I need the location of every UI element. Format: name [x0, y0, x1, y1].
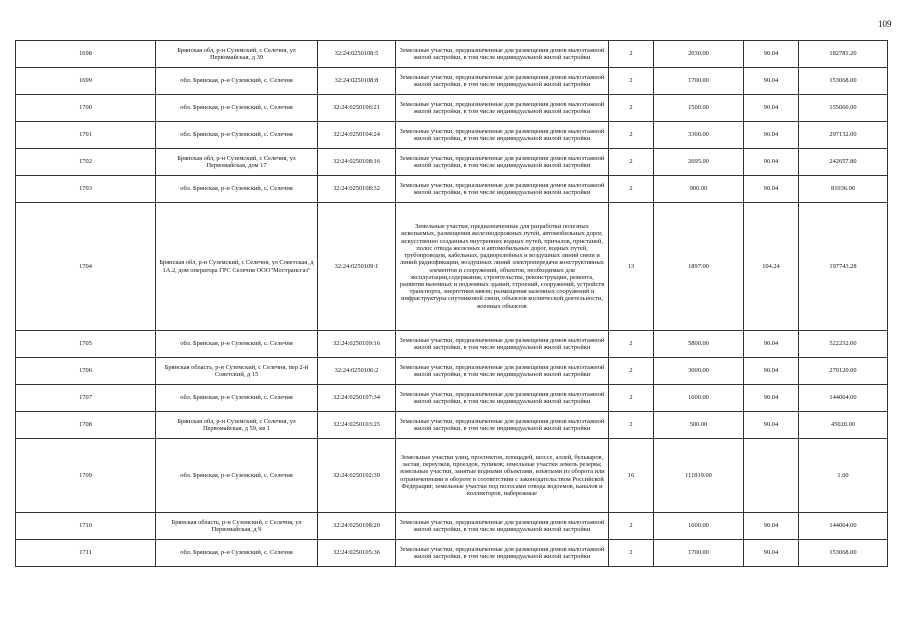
address-cell: Брянская область, р-н Суземский, с Селечня, ул Первомайская, д 9: [156, 513, 318, 540]
rate-cell: 90.04: [744, 95, 799, 122]
cost-cell: 45020.00: [799, 412, 888, 439]
address-cell: обл. Брянская, р-н Суземский, с. Селечня: [156, 540, 318, 567]
table-body: [16, 41, 888, 567]
table-row: [16, 68, 888, 95]
row-number: 1711: [16, 540, 156, 567]
row-number: 1698: [16, 41, 156, 68]
address-cell: обл. Брянская, р-н Суземский, с. Селечня: [156, 68, 318, 95]
row-number: 1700: [16, 95, 156, 122]
row-number: 1704: [16, 203, 156, 331]
cadastral-number-cell: 32:24:0250105:36: [318, 540, 396, 567]
cadastral-value-table: [15, 40, 888, 567]
rate-cell: 90.04: [744, 540, 799, 567]
table-row: [16, 176, 888, 203]
cost-cell: 153068.00: [799, 68, 888, 95]
land-use-cell: Земельные участки, предназначенные для размещения домов малоэтажной жилой застройки, в том числе индивидуальной жилой застройки: [396, 41, 609, 68]
land-use-cell: Земельные участки, предназначенные для разработки полезных ископаемых, размещения железнодорожных путей, автомобильных дорог, искусственно созданных внутренних водных путей, причалов, пристаней, полос отвода железных и автомобильных дорог, водных путей, трубопроводов, кабельных, радиорелейных и воздушных линий связи и линий радиофикации, воздушных линий электропередачи конструктивных элементов и сооружений, объектов, необходимых для эксплуатации,содержания, строительства, реконструкции, ремонта, развития наземных и подземных зданий, строений, сооружений, устройств транспорта, энергетики ивязи; размещения наземных сооружений и инфраструктуры спутниковой связи, объектов космической деятельности, военных объектов: [396, 203, 609, 331]
rate-cell: 90.04: [744, 68, 799, 95]
table-row: [16, 95, 888, 122]
area-cell: 1600.00: [654, 513, 744, 540]
row-number: 1708: [16, 412, 156, 439]
land-use-cell: Земельные участки улиц, проспектов, площадей, шоссе, аллей, бульваров, застав, переулков, проездов, тупиков; земельные участки земель резерва; земельные участки, занятые водными объектами, изъятыми из оборота или ограниченными в обороте в соответствии с законодательством Российской Федерации; земельные участки под полосами отвода водоемов, каналов и коллекторов, набережные: [396, 439, 609, 513]
cadastral-number-cell: 32:24:0250108:20: [318, 513, 396, 540]
cadastral-number-cell: 32:24:0250106:2: [318, 358, 396, 385]
land-use-cell: Земельные участки, предназначенные для размещения домов малоэтажной жилой застройки, в том числе индивидуальной жилой застройки: [396, 385, 609, 412]
area-cell: 3000.00: [654, 358, 744, 385]
table-row: [16, 41, 888, 68]
cost-cell: 144064.00: [799, 513, 888, 540]
area-cell: 1700.00: [654, 68, 744, 95]
address-cell: Брянская обл, р-н Суземский, с Селечня, ул Первомайская, д 39: [156, 41, 318, 68]
row-number: 1706: [16, 358, 156, 385]
area-cell: 1897.00: [654, 203, 744, 331]
land-use-cell: Земельные участки, предназначенные для размещения домов малоэтажной жилой застройки, в том числе индивидуальной жилой застройки: [396, 331, 609, 358]
cost-cell: 144064.00: [799, 385, 888, 412]
address-cell: обл. Брянская, р-н Суземский, с. Селечня: [156, 331, 318, 358]
land-use-cell: Земельные участки, предназначенные для размещения домов малоэтажной жилой застройки, в том числе индивидуальной жилой застройки: [396, 68, 609, 95]
land-use-cell: Земельные участки, предназначенные для размещения домов малоэтажной жилой застройки, в том числе индивидуальной жилой застройки: [396, 358, 609, 385]
rate-cell: 90.04: [744, 358, 799, 385]
rate-cell: 90.04: [744, 412, 799, 439]
row-number: 1702: [16, 149, 156, 176]
land-use-cell: Земельные участки, предназначенные для размещения домов малоэтажной жилой застройки, в том числе индивидуальной жилой застройки: [396, 540, 609, 567]
group-cell: 2: [609, 385, 654, 412]
cost-cell: 81036.00: [799, 176, 888, 203]
land-use-cell: Земельные участки, предназначенные для размещения домов малоэтажной жилой застройки, в том числе индивидуальной жилой застройки: [396, 95, 609, 122]
cost-cell: 182781.20: [799, 41, 888, 68]
cost-cell: 1.00: [799, 439, 888, 513]
table-row: [16, 358, 888, 385]
table-row: [16, 439, 888, 513]
row-number: 1705: [16, 331, 156, 358]
land-use-cell: Земельные участки, предназначенные для размещения домов малоэтажной жилой застройки, в том числе индивидуальной жилой застройки: [396, 176, 609, 203]
row-number: 1707: [16, 385, 156, 412]
rate-cell: 90.04: [744, 41, 799, 68]
rate-cell: 90.04: [744, 331, 799, 358]
table-row: [16, 513, 888, 540]
group-cell: 2: [609, 68, 654, 95]
cost-cell: 242657.80: [799, 149, 888, 176]
cadastral-number-cell: 32:24:0250109:16: [318, 331, 396, 358]
group-cell: 2: [609, 331, 654, 358]
table-row: [16, 331, 888, 358]
area-cell: 1700.00: [654, 540, 744, 567]
cost-cell: 153068.00: [799, 540, 888, 567]
address-cell: обл. Брянская, р-н Суземский, с. Селечня: [156, 385, 318, 412]
address-cell: Брянская область, р-н Суземский, с Селечня, пер 2-й Советский, д 15: [156, 358, 318, 385]
address-cell: обл. Брянская, р-н Суземский, с. Селечня: [156, 95, 318, 122]
area-cell: 1600.00: [654, 385, 744, 412]
cadastral-number-cell: 32:24:0250108:32: [318, 176, 396, 203]
group-cell: 2: [609, 513, 654, 540]
area-cell: 3300.00: [654, 122, 744, 149]
row-number: 1699: [16, 68, 156, 95]
group-cell: 2: [609, 176, 654, 203]
table-row: [16, 540, 888, 567]
rate-cell: 104.24: [744, 203, 799, 331]
address-cell: Брянская обл, р-н Суземский, с Селечня, ул Советская, д 1А.2, дом оператора ГРС Селечня ООО"Мострансгаз": [156, 203, 318, 331]
cadastral-number-cell: 32:24:0250109:1: [318, 203, 396, 331]
land-use-cell: Земельные участки, предназначенные для размещения домов малоэтажной жилой застройки, в том числе индивидуальной жилой застройки: [396, 412, 609, 439]
address-cell: обл. Брянская, р-н Суземский, с. Селечня: [156, 176, 318, 203]
cost-cell: 197743.28: [799, 203, 888, 331]
area-cell: 2695.00: [654, 149, 744, 176]
cost-cell: 270120.00: [799, 358, 888, 385]
area-cell: 111819.00: [654, 439, 744, 513]
address-cell: обл. Брянская, р-н Суземский, с. Селечня: [156, 439, 318, 513]
table-row: [16, 122, 888, 149]
cadastral-number-cell: 32:24:0250108:16: [318, 149, 396, 176]
row-number: 1710: [16, 513, 156, 540]
address-cell: Брянская обл, р-н Суземский, с Селечня, ул Первомайская, дом 17: [156, 149, 318, 176]
cost-cell: 135060.00: [799, 95, 888, 122]
cadastral-number-cell: 32:24:0250106:21: [318, 95, 396, 122]
rate-cell: 90.04: [744, 385, 799, 412]
cost-cell: 297132.00: [799, 122, 888, 149]
group-cell: 2: [609, 358, 654, 385]
group-cell: 2: [609, 122, 654, 149]
table-row: [16, 203, 888, 331]
area-cell: 900.00: [654, 176, 744, 203]
address-cell: Брянская обл, р-н Суземский, с Селечня, ул Первомайская, д 59, кв 1: [156, 412, 318, 439]
rate-cell: 90.04: [744, 513, 799, 540]
group-cell: 16: [609, 439, 654, 513]
page-number: 109: [878, 19, 892, 29]
address-cell: обл. Брянская, р-н Суземский, с. Селечня: [156, 122, 318, 149]
group-cell: 2: [609, 540, 654, 567]
row-number: 1703: [16, 176, 156, 203]
group-cell: 2: [609, 41, 654, 68]
rate-cell: 90.04: [744, 122, 799, 149]
cadastral-number-cell: 32:24:0250108:8: [318, 68, 396, 95]
group-cell: 2: [609, 149, 654, 176]
land-use-cell: Земельные участки, предназначенные для размещения домов малоэтажной жилой застройки, в том числе индивидуальной жилой застройки: [396, 513, 609, 540]
table-row: [16, 412, 888, 439]
cadastral-number-cell: 32:24:0250107:34: [318, 385, 396, 412]
table-row: [16, 385, 888, 412]
rate-cell: 90.04: [744, 149, 799, 176]
cadastral-number-cell: 32:24:0250104:24: [318, 122, 396, 149]
land-use-cell: Земельные участки, предназначенные для размещения домов малоэтажной жилой застройки, в том числе индивидуальной жилой застройки: [396, 122, 609, 149]
rate-cell: 90.04: [744, 176, 799, 203]
cost-cell: 522232.00: [799, 331, 888, 358]
table-row: [16, 149, 888, 176]
row-number: 1701: [16, 122, 156, 149]
group-cell: 13: [609, 203, 654, 331]
group-cell: 2: [609, 95, 654, 122]
area-cell: 500.00: [654, 412, 744, 439]
area-cell: 5800.00: [654, 331, 744, 358]
rate-cell: [744, 439, 799, 513]
land-use-cell: Земельные участки, предназначенные для размещения домов малоэтажной жилой застройки, в том числе индивидуальной жилой застройки: [396, 149, 609, 176]
cadastral-number-cell: 32:24:0250102:39: [318, 439, 396, 513]
group-cell: 2: [609, 412, 654, 439]
cadastral-number-cell: 32:24:0250108:5: [318, 41, 396, 68]
area-cell: 1500.00: [654, 95, 744, 122]
cadastral-number-cell: 32:24:0250103:25: [318, 412, 396, 439]
area-cell: 2030.00: [654, 41, 744, 68]
row-number: 1709: [16, 439, 156, 513]
